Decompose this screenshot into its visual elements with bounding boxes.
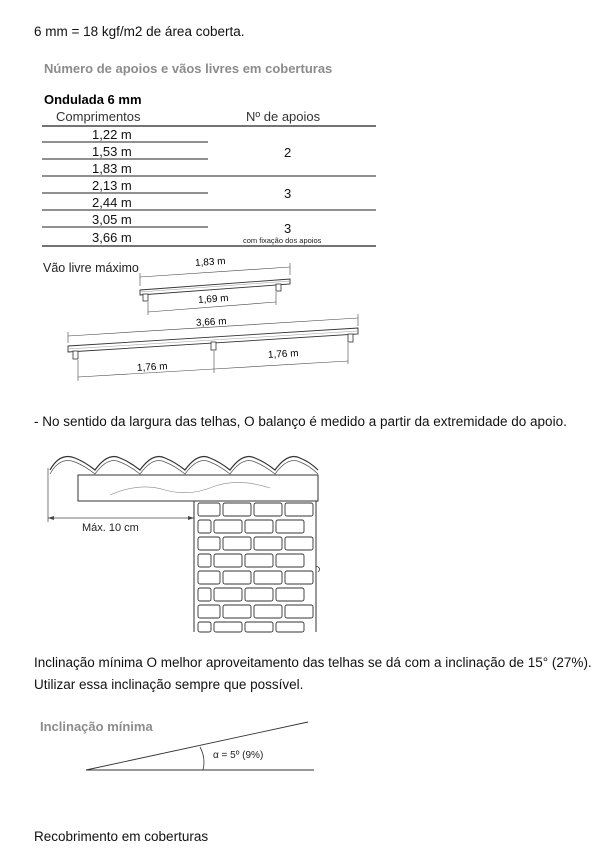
supports-heading: Número de apoios e vãos livres em coberturas (44, 61, 333, 76)
column-header-supports: Nº de apoios (246, 109, 321, 124)
table-row: 1,22 m (92, 127, 132, 142)
top-span-label: 1,69 m (197, 292, 229, 307)
supports-value: 2 (284, 145, 292, 160)
slope-angle-label: α = 5º (9%) (213, 750, 264, 761)
max-overhang-label: Máx. 10 cm (82, 522, 139, 534)
table-row: 3,05 m (92, 212, 132, 227)
table-title: Ondulada 6 mm (44, 92, 142, 107)
slope-heading: Inclinação mínima (40, 719, 153, 734)
overlap-text: Recobrimento em coberturas (34, 829, 209, 844)
table-row: 1,83 m (92, 161, 132, 176)
table-row: 2,44 m (92, 195, 132, 210)
slope-text-1: Inclinação mínima O melhor aproveitamento das telhas se dá com a inclinação de 15° (27%). (34, 655, 592, 670)
bottom-length-label: 3,66 m (195, 316, 227, 329)
supports-value: 3 (284, 221, 292, 236)
bottom-span-right-label: 1,76 m (267, 348, 299, 361)
bottom-span-left-label: 1,76 m (136, 361, 168, 374)
column-header-lengths: Comprimentos (56, 109, 141, 124)
table-row: 3,66 m (92, 230, 132, 245)
overhang-text: - No sentido da largura das telhas, O balanço é medido a partir da extremidade do apoio. (34, 414, 567, 429)
load-text: 6 mm = 18 kgf/m2 de área coberta. (34, 24, 245, 39)
table-row: 2,13 m (92, 178, 132, 193)
table-row: 1,53 m (92, 144, 132, 159)
supports-value: 3 (284, 186, 292, 201)
span-label: Vão livre máximo (43, 261, 139, 275)
top-length-label: 1,83 m (194, 255, 226, 270)
supports-note: com fixação dos apoios (243, 236, 322, 245)
slope-text-2: Utilizar essa inclinação sempre que possível. (34, 677, 304, 692)
